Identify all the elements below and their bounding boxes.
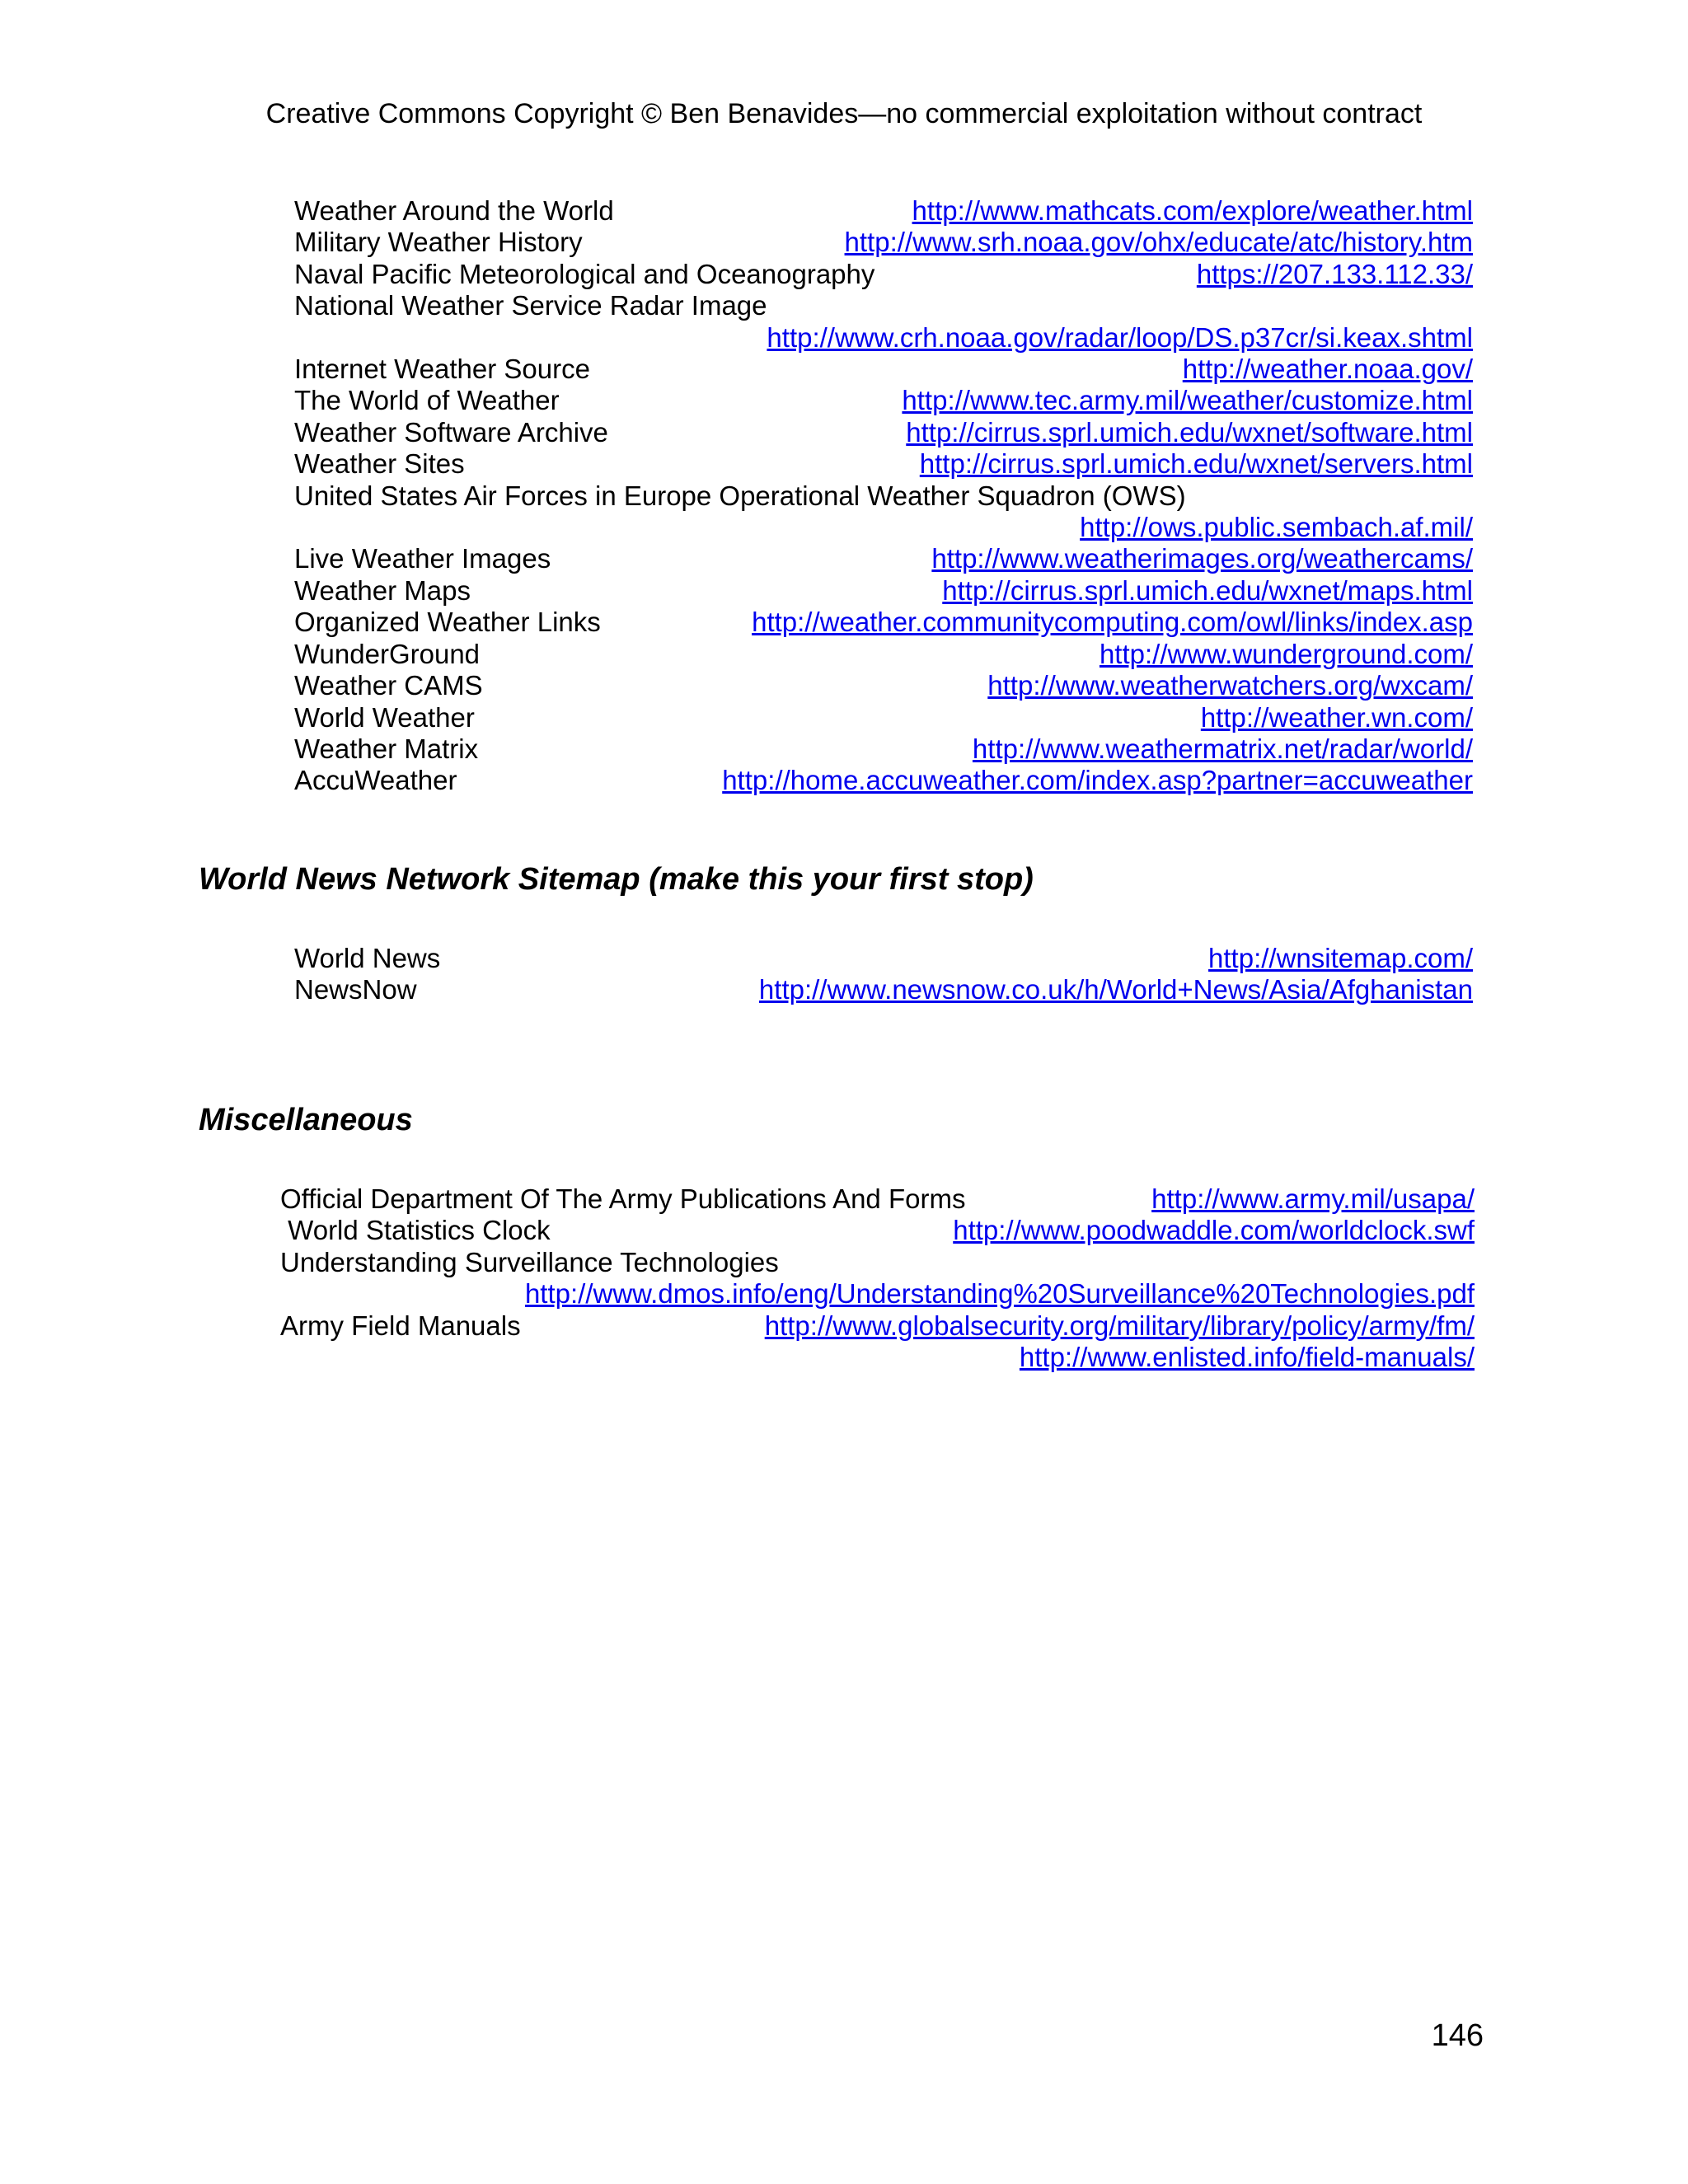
- url-link[interactable]: http://www.weathermatrix.net/radar/world/: [972, 733, 1473, 764]
- link-row: [294, 354, 1473, 385]
- url-link[interactable]: http://cirrus.sprl.umich.edu/wxnet/software.html: [906, 416, 1473, 448]
- link-label: Internet Weather Source: [294, 354, 590, 385]
- link-row: [280, 1215, 1475, 1246]
- url-link[interactable]: http://home.accuweather.com/index.asp?partner=accuweather: [722, 765, 1473, 796]
- copyright-header: Creative Commons Copyright © Ben Benavides—no commercial exploitation without contract: [265, 98, 1423, 129]
- link-label: National Weather Service Radar Image: [294, 290, 767, 321]
- link-label: Live Weather Images: [294, 543, 551, 574]
- url-link[interactable]: http://www.tec.army.mil/weather/customize.html: [902, 385, 1473, 416]
- weather-links-list: [294, 195, 1473, 797]
- url-link[interactable]: http://www.weatherimages.org/weathercams/: [931, 543, 1473, 574]
- link-label: Weather Around the World: [294, 195, 614, 226]
- link-row: [294, 417, 1473, 448]
- link-label: Weather Matrix: [294, 733, 479, 764]
- url-link[interactable]: http://www.dmos.info/eng/Understanding%20Surveillance%20Technologies.pdf: [524, 1278, 1475, 1310]
- link-row: [294, 322, 1473, 354]
- url-link[interactable]: https://207.133.112.33/: [1196, 258, 1473, 289]
- url-link[interactable]: http://www.newsnow.co.uk/h/World+News/Asia/Afghanistan: [758, 974, 1473, 1005]
- link-row: [294, 765, 1473, 796]
- link-row: [280, 1247, 1475, 1278]
- link-row: [294, 607, 1473, 638]
- link-row: [280, 1183, 1475, 1215]
- link-row: [294, 259, 1473, 290]
- link-row: [280, 1310, 1475, 1342]
- url-link[interactable]: http://www.army.mil/usapa/: [1151, 1183, 1475, 1214]
- link-row: [294, 543, 1473, 574]
- link-label: Military Weather History: [294, 227, 583, 258]
- link-label: Weather Software Archive: [294, 416, 608, 448]
- url-link[interactable]: http://weather.wn.com/: [1200, 701, 1473, 733]
- url-link[interactable]: http://www.poodwaddle.com/worldclock.swf: [953, 1215, 1475, 1246]
- url-link[interactable]: http://wnsitemap.com/: [1208, 943, 1473, 973]
- link-row: [294, 227, 1473, 258]
- link-label: Weather CAMS: [294, 670, 483, 701]
- link-row: [294, 733, 1473, 765]
- url-link[interactable]: http://weather.communitycomputing.com/owl/links/index.asp: [752, 607, 1473, 638]
- link-row: [294, 480, 1473, 512]
- link-label: NewsNow: [294, 974, 417, 1005]
- link-label: Weather Maps: [294, 574, 471, 606]
- url-link[interactable]: http://ows.public.sembach.af.mil/: [1080, 512, 1473, 543]
- news-section-title: World News Network Sitemap (make this your first stop): [199, 862, 1034, 897]
- link-row: [294, 385, 1473, 416]
- link-row: [280, 1278, 1475, 1310]
- url-link[interactable]: http://www.globalsecurity.org/military/library/policy/army/fm/: [764, 1310, 1475, 1341]
- url-link[interactable]: http://www.srh.noaa.gov/ohx/educate/atc/history.htm: [844, 227, 1473, 258]
- link-row: [294, 943, 1473, 974]
- url-link[interactable]: http://www.crh.noaa.gov/radar/loop/DS.p37cr/si.keax.shtml: [767, 321, 1473, 353]
- link-row: [294, 974, 1473, 1005]
- misc-links-list: [280, 1183, 1475, 1373]
- link-row: [294, 290, 1473, 321]
- url-link[interactable]: http://www.enlisted.info/field-manuals/: [1019, 1342, 1475, 1373]
- link-label: World Weather: [294, 701, 475, 733]
- link-row: [294, 670, 1473, 701]
- link-label: Naval Pacific Meteorological and Oceanography: [294, 258, 875, 289]
- link-label: The World of Weather: [294, 385, 560, 416]
- link-label: Organized Weather Links: [294, 607, 601, 638]
- news-links-list: [294, 943, 1473, 1006]
- link-row: [294, 639, 1473, 670]
- link-row: [294, 448, 1473, 480]
- url-link[interactable]: http://www.mathcats.com/explore/weather.html: [912, 195, 1473, 226]
- link-label: World Statistics Clock: [280, 1215, 551, 1246]
- url-link[interactable]: http://cirrus.sprl.umich.edu/wxnet/servers.html: [919, 448, 1473, 480]
- link-label: Understanding Surveillance Technologies: [280, 1246, 779, 1277]
- link-row: [294, 702, 1473, 733]
- link-row: [294, 512, 1473, 543]
- link-label: Army Field Manuals: [280, 1310, 521, 1341]
- url-link[interactable]: http://www.wunderground.com/: [1099, 638, 1473, 669]
- link-label: United States Air Forces in Europe Operational Weather Squadron (OWS): [294, 480, 1186, 511]
- page-number: 146: [1431, 2018, 1484, 2053]
- url-link[interactable]: http://www.weatherwatchers.org/wxcam/: [987, 670, 1473, 701]
- link-label: Official Department Of The Army Publications And Forms: [280, 1183, 966, 1214]
- link-row: [294, 195, 1473, 227]
- link-label: WunderGround: [294, 638, 481, 669]
- link-row: [280, 1342, 1475, 1373]
- link-label: AccuWeather: [294, 765, 457, 796]
- link-label: Weather Sites: [294, 448, 465, 480]
- url-link[interactable]: http://weather.noaa.gov/: [1182, 354, 1473, 385]
- url-link[interactable]: http://cirrus.sprl.umich.edu/wxnet/maps.html: [942, 574, 1473, 606]
- link-label: World News: [294, 943, 441, 973]
- misc-section-title: Miscellaneous: [199, 1103, 413, 1137]
- link-row: [294, 575, 1473, 607]
